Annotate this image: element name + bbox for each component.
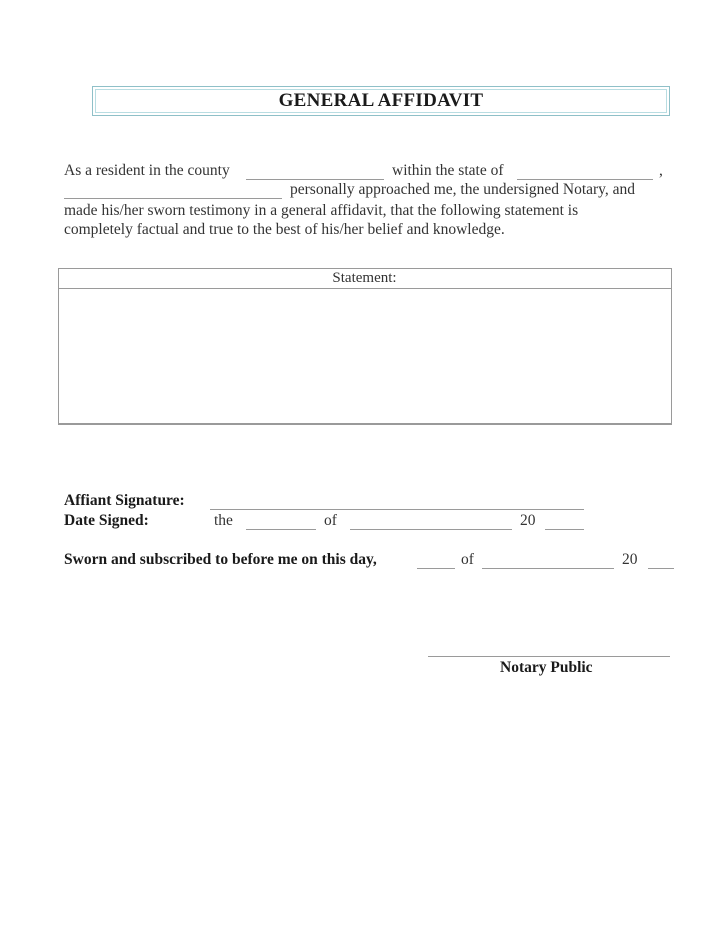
intro-line1-part2: within the state of	[392, 162, 504, 179]
intro-line1-part3: ,	[659, 162, 663, 179]
date-month-field[interactable]	[350, 529, 512, 530]
intro-line4: completely factual and true to the best of his/her belief and knowledge.	[64, 221, 505, 238]
date-the-text: the	[214, 512, 233, 529]
county-field[interactable]	[246, 179, 384, 180]
statement-divider	[58, 288, 671, 289]
sworn-of-text: of	[461, 551, 474, 568]
affiant-signature-label: Affiant Signature:	[64, 492, 185, 509]
intro-line2: personally approached me, the undersigned Notary, and	[290, 181, 636, 198]
date-signed-label: Date Signed:	[64, 512, 149, 529]
statement-text[interactable]	[62, 292, 666, 418]
affiant-signature-field[interactable]	[210, 509, 584, 510]
sworn-day-field[interactable]	[417, 568, 455, 569]
page-title: GENERAL AFFIDAVIT	[278, 90, 484, 111]
date-year-field[interactable]	[545, 529, 584, 530]
notary-public-label: Notary Public	[500, 659, 593, 676]
affiant-name-field[interactable]	[64, 198, 282, 199]
date-day-field[interactable]	[246, 529, 316, 530]
state-field[interactable]	[517, 179, 653, 180]
sworn-year-field[interactable]	[648, 568, 674, 569]
date-year-prefix: 20	[520, 512, 536, 529]
statement-label: Statement:	[332, 270, 397, 286]
notary-signature-field[interactable]	[428, 656, 670, 657]
sworn-year-prefix: 20	[622, 551, 638, 568]
sworn-text: Sworn and subscribed to before me on this day,	[64, 551, 377, 568]
date-of-text: of	[324, 512, 337, 529]
intro-line3: made his/her sworn testimony in a general affidavit, that the following statement is	[64, 202, 579, 219]
sworn-month-field[interactable]	[482, 568, 614, 569]
intro-line1-part1: As a resident in the county	[64, 162, 230, 179]
